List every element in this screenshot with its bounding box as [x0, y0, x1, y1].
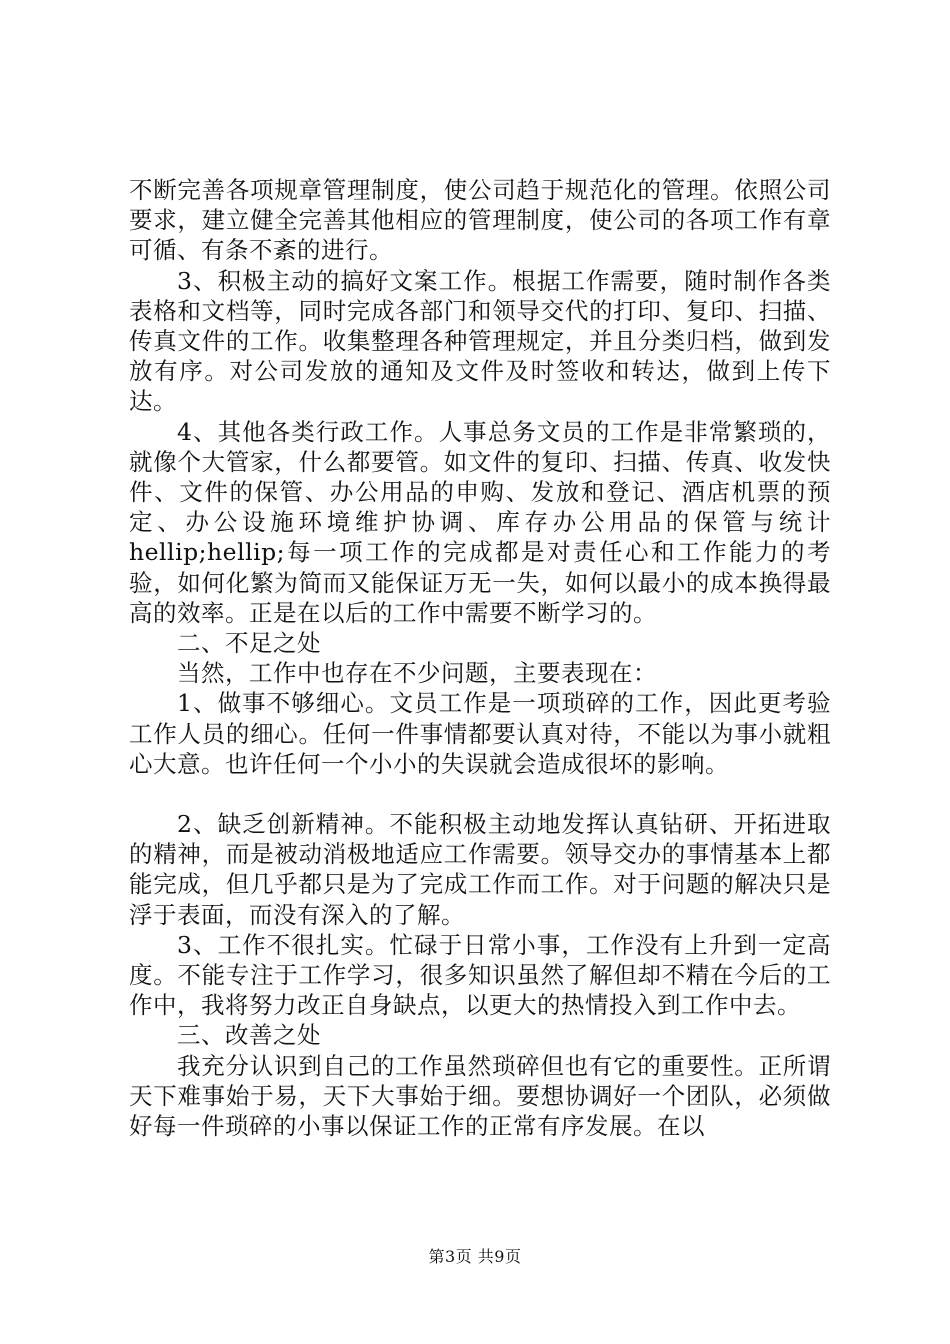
paragraph-gap [129, 779, 831, 809]
section-heading-shortcomings: 二、不足之处 [177, 629, 321, 658]
paragraph-intro-problems: 当然，工作中也存在不少问题，主要表现在： [177, 659, 657, 688]
paragraph-problem-2: 2、缺乏创新精神。不能积极主动地发挥认真钻研、开拓进取的精神，而是被动消极地适应工作需要。领导交办的事情基本上都能完成，但几乎都只是为了完成工作而工作。对于问题的解决只是浮于表面，而没有深入的了解。 [129, 810, 831, 929]
page-number-footer: 第3页 共9页 [428, 1247, 522, 1266]
paragraph-problem-3: 3、工作不很扎实。忙碌于日常小事，工作没有上升到一定高度。不能专注于工作学习，很多知识虽然了解但却不精在今后的工作中，我将努力改正自身缺点，以更大的热情投入到工作中去。 [129, 930, 831, 1020]
section-heading-improvements: 三、改善之处 [177, 1021, 321, 1050]
paragraph-item-3: 3、积极主动的搞好文案工作。根据工作需要，随时制作各类表格和文档等，同时完成各部门和领导交代的打印、复印、扫描、传真文件的工作。收集整理各种管理规定，并且分类归档，做到发放有序。对公司发放的通知及文件及时签收和转达，做到上传下达。 [129, 266, 831, 416]
paragraph-item-4: 4、其他各类行政工作。人事总务文员的工作是非常繁琐的，就像个大管家，什么都要管。如文件的复印、扫描、传真、收发快件、文件的保管、办公用品的申购、发放和登记、酒店机票的预定、办公设施环境维护协调、库存办公用品的保管与统计hellip;hellip;每一项工作的完成都是对责任心和工作能力的考验，如何化繁为简而又能保证万无一失，如何以最小的成本换得最高的效率。正是在以后的工作中需要不断学习的。 [129, 417, 831, 627]
paragraph-improvement-intro: 我充分认识到自己的工作虽然琐碎但也有它的重要性。正所谓天下难事始于易，天下大事始于细。要想协调好一个团队，必须做好每一件琐碎的小事以保证工作的正常有序发展。在以 [129, 1051, 831, 1141]
paragraph-continuation: 不断完善各项规章管理制度，使公司趋于规范化的管理。依照公司要求，建立健全完善其他相应的管理制度，使公司的各项工作有章可循、有条不紊的进行。 [129, 176, 831, 265]
document-body [129, 175, 831, 1141]
paragraph-problem-1: 1、做事不够细心。文员工作是一项琐碎的工作，因此更考验工作人员的细心。任何一件事情都要认真对待，不能以为事小就粗心大意。也许任何一个小小的失误就会造成很坏的影响。 [129, 689, 831, 778]
